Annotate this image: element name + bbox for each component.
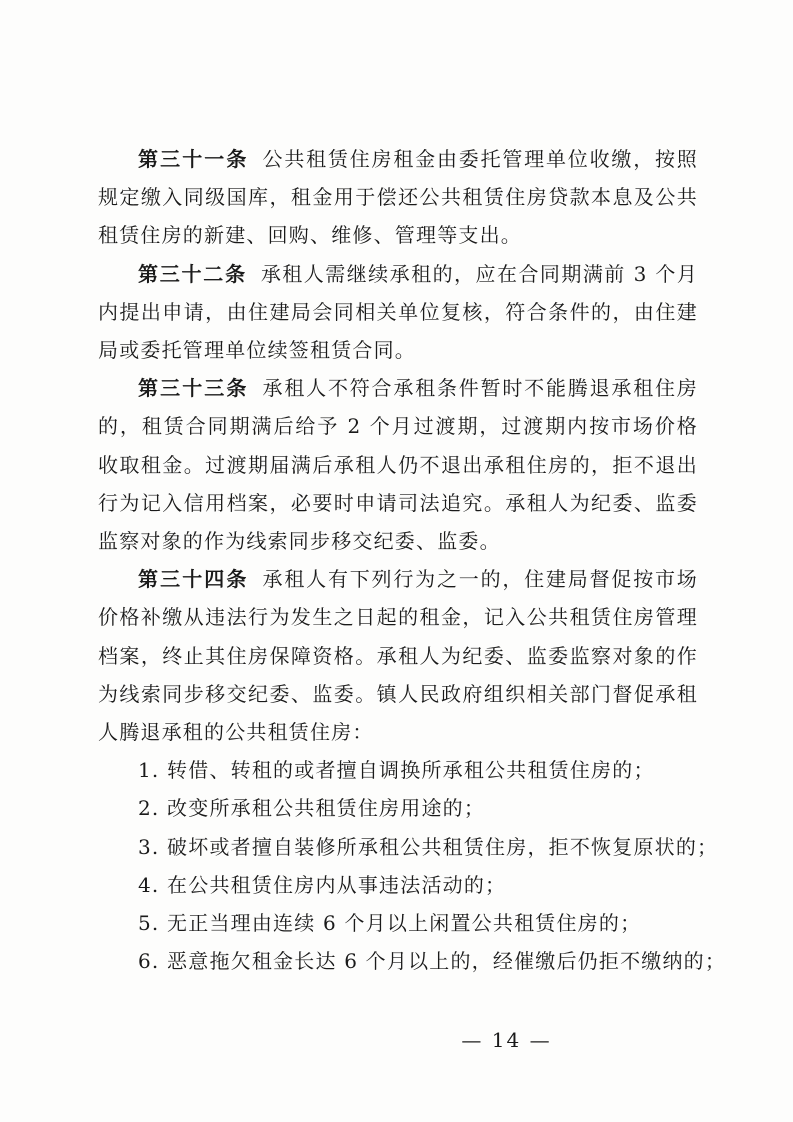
document-body xyxy=(98,140,727,980)
article-heading: 第三十三条 xyxy=(138,376,249,401)
article-heading: 第三十一条 xyxy=(138,147,249,171)
list-item: 3. 破坏或者擅自装修所承租公共租赁住房，拒不恢复原状的； xyxy=(138,834,719,859)
article-text: 公共租赁住房租金由委托管理单位收缴，按照规定缴入同级国库，租金用于偿还公共租赁住房贷款本息及公共租赁住房的新建、回购、维修、管理等支出。 xyxy=(98,147,699,248)
list-item: 2. 改变所承租公共租赁住房用途的； xyxy=(138,796,486,821)
list-item: 6. 恶意拖欠租金长达 6 个月以上的，经催缴后仍拒不缴纳的； xyxy=(138,949,727,974)
article-34 xyxy=(98,560,698,751)
article-text: 承租人有下列行为之一的，住建局督促按市场价格补缴从违法行为发生之日起的租金，记入公共租赁住房管理档案，终止其住房保障资格。承租人为纪委、监委监察对象的作为线索同步移交纪委、监委。镇人民政府组织相关部门督促承租人腾退承租的公共租赁住房： xyxy=(98,567,699,745)
article-heading: 第三十二条 xyxy=(138,261,247,286)
article-31 xyxy=(98,140,698,255)
list-item: 5. 无正当理由连续 6 个月以上闲置公共租赁住房的； xyxy=(138,911,642,936)
list-item: 4. 在公共租赁住房内从事违法活动的； xyxy=(138,872,507,897)
article-text: 承租人不符合承租条件暂时不能腾退承租住房的，租赁合同期满后给予 2 个月过渡期，过渡期内按市场价格收取租金。过渡期届满后承租人仍不退出承租住房的，拒不退出行为记入信用档案，必要时申请司法追究。承租人为纪委、监委监察对象的作为线索同步移交纪委、监委。 xyxy=(98,376,699,554)
article-heading: 第三十四条 xyxy=(138,567,249,592)
list-item: 1. 转借、转租的或者擅自调换所承租公共租赁住房的； xyxy=(138,758,655,783)
article-text: 承租人需继续承租的，应在合同期满前 3 个月内提出申请，由住建局会同相关单位复核，符合条件的，由住建局或委托管理单位续签租赁合同。 xyxy=(98,261,699,363)
article-33 xyxy=(98,369,698,560)
article-32 xyxy=(98,255,698,370)
page-number: — 14 — xyxy=(461,1028,552,1052)
